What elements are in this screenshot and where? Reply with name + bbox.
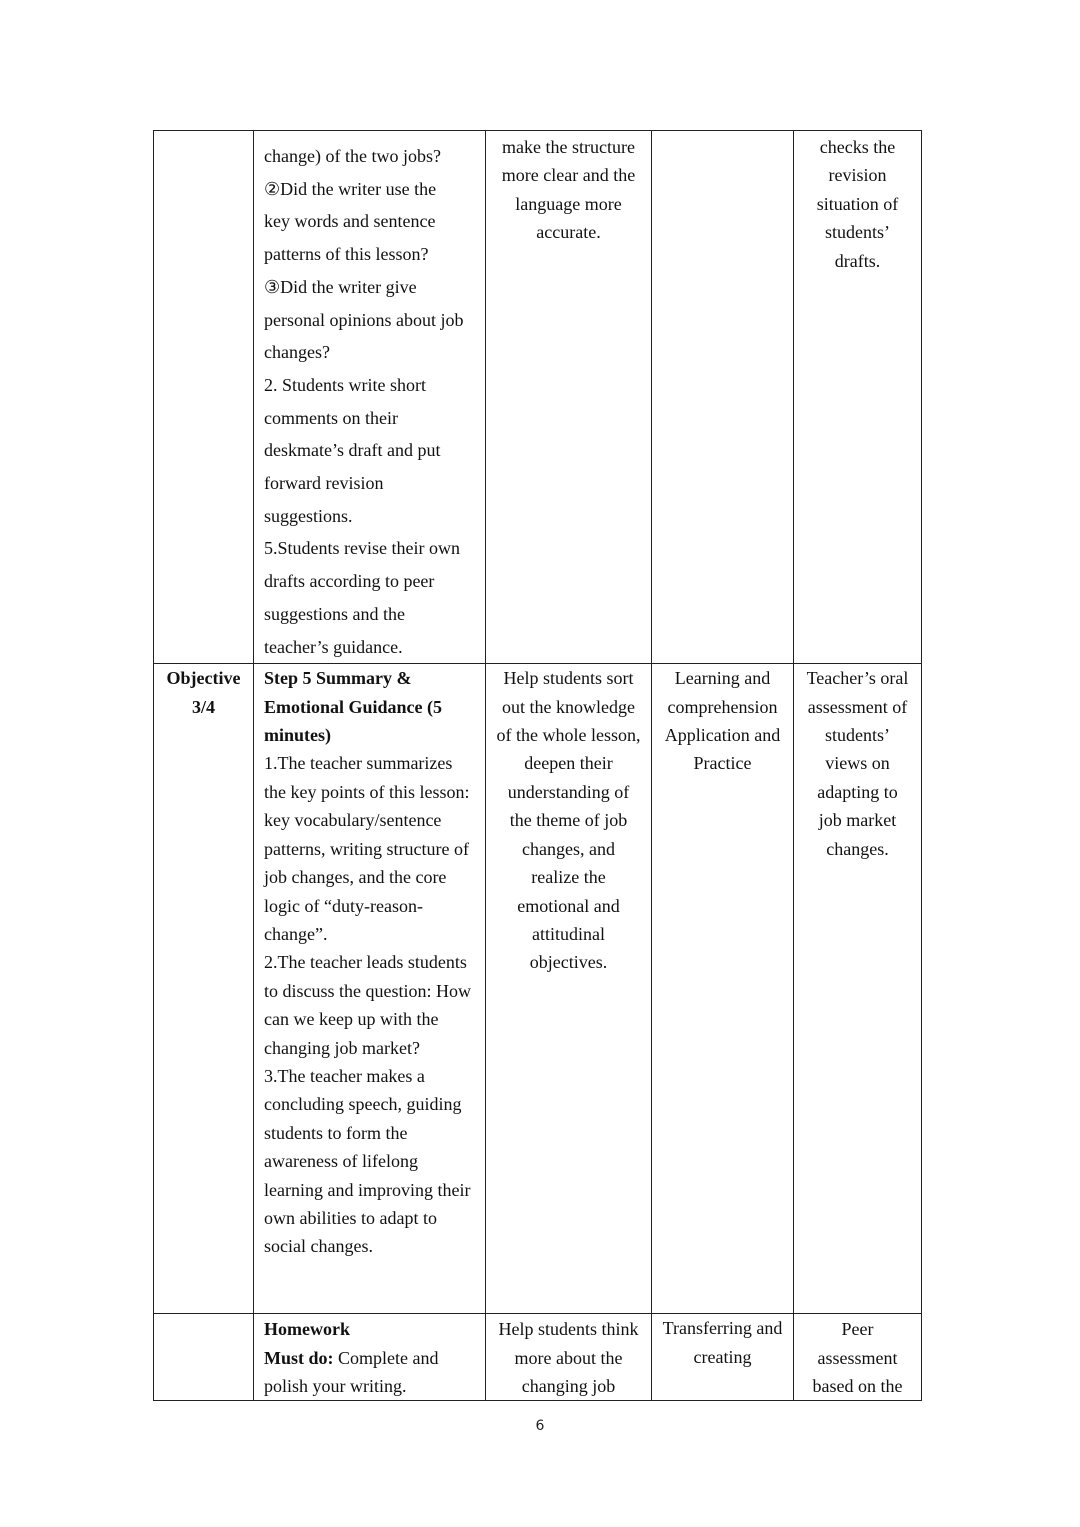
- activity-line: changes?: [264, 342, 330, 363]
- competence-cell: [652, 1314, 794, 1401]
- objective-cell: [154, 664, 254, 1314]
- activity-item: 2.The teacher leads students to discuss the question: How can we keep up with the changing job market?: [264, 952, 471, 1058]
- activity-line: deskmate’s draft and put: [264, 440, 441, 461]
- activity-line: ③Did the writer give: [264, 276, 417, 297]
- purpose-cell: [486, 1314, 652, 1401]
- assessment-text: Peer assessment based on the: [812, 1319, 903, 1397]
- activity-line: forward revision: [264, 473, 384, 494]
- activity-line: personal opinions about job: [264, 309, 464, 330]
- activity-line: 5.Students revise their own: [264, 538, 460, 559]
- table-row: [154, 664, 922, 1314]
- must-do-label: Must do:: [264, 1347, 334, 1368]
- homework-heading: Homework: [264, 1319, 350, 1340]
- assessment-cell: [794, 664, 922, 1314]
- competence-cell: [652, 131, 794, 664]
- assessment-text: checks the revision situation of students’ drafts.: [816, 137, 899, 271]
- competence-text: Learning and comprehension Application and Practice: [664, 668, 781, 774]
- objective-cell: [154, 1314, 254, 1401]
- assessment-cell: [794, 1314, 922, 1401]
- objective-cell: [154, 131, 254, 664]
- activity-item: 1.The teacher summarizes the key points of this lesson: key vocabulary/sentence patterns, writing structure of job changes, and the core logic of “duty-reason-change”.: [264, 753, 470, 944]
- purpose-text: Help students sort out the knowledge of the whole lesson, deepen their understanding of the theme of job changes, and realize the emotional and attitudinal objectives.: [496, 668, 641, 973]
- objective-label: Objective 3/4: [166, 668, 241, 717]
- activity-line: comments on their: [264, 407, 398, 428]
- lesson-plan-table: [153, 130, 922, 1401]
- assessment-cell: [794, 131, 922, 664]
- activity-line: suggestions and the: [264, 603, 405, 624]
- activity-line: drafts according to peer: [264, 571, 435, 592]
- competence-text: Transferring and creating: [662, 1318, 783, 1367]
- purpose-text: make the structure more clear and the language more accurate.: [501, 137, 636, 243]
- purpose-cell: [486, 664, 652, 1314]
- activity-line: ②Did the writer use the: [264, 178, 437, 199]
- activity-item: 3.The teacher makes a concluding speech, guiding students to form the awareness of lifelong learning and improving their own abilities to adapt to social changes.: [264, 1065, 471, 1257]
- activity-line: suggestions.: [264, 505, 353, 526]
- activity-line: patterns of this lesson?: [264, 244, 429, 265]
- activity-cell: [254, 131, 486, 664]
- step-heading: Step 5 Summary & Emotional Guidance (5 minutes): [264, 668, 443, 746]
- table-row: [154, 131, 922, 664]
- purpose-cell: [486, 131, 652, 664]
- table-row: [154, 1314, 922, 1401]
- competence-cell: [652, 664, 794, 1314]
- activity-line: 2. Students write short: [264, 374, 426, 395]
- activity-cell: [254, 1314, 486, 1401]
- activity-cell: [254, 664, 486, 1314]
- assessment-text: Teacher’s oral assessment of students’ views on adapting to job market changes.: [806, 668, 909, 859]
- activity-line: change) of the two jobs?: [264, 146, 441, 166]
- activity-line: key words and sentence: [264, 211, 436, 232]
- purpose-text: Help students think more about the changing job: [498, 1319, 639, 1397]
- must-do-text: Complete and polish your writing.: [264, 1347, 439, 1397]
- homework-item: [264, 1344, 475, 1401]
- page-number: 6: [535, 1418, 545, 1434]
- activity-line: teacher’s guidance.: [264, 636, 403, 657]
